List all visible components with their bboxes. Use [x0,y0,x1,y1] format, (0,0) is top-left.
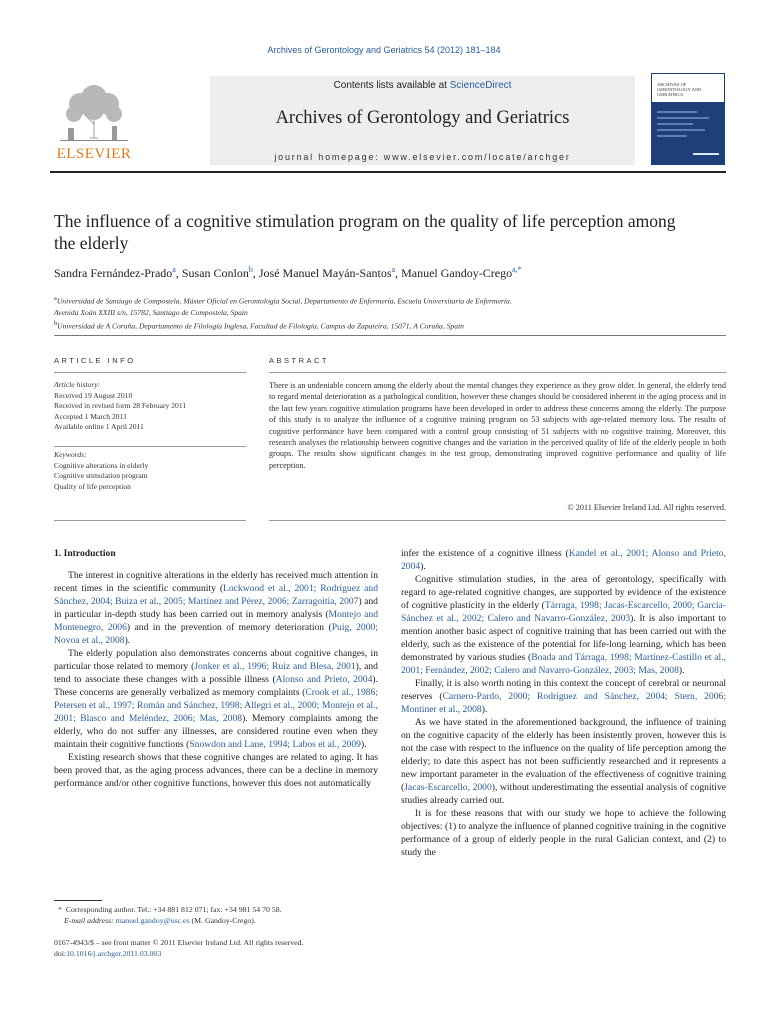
affiliation-marker: a [54,295,57,302]
citation-link[interactable]: Snowdon and Lane, 1994; Labos et al., 2009 [189,739,361,750]
email-suffix: (M. Gandoy-Crego). [189,915,256,925]
author-affiliation-link[interactable]: b [248,265,253,274]
cover-publisher-mark [693,153,719,155]
body-column-left [54,547,378,790]
citation-link[interactable]: Puig, 2000; Novoa et al., 2008 [54,622,378,646]
paragraph: Cognitive stimulation studies, in the area of gerontology, specifically with regard to age-related cognitive changes, are supported by evidence of the existence of cognitive plasticity in the elderly (Tárraga, 1998; Jacas-Escarcello, 2000; García-Sánchez et al., 2002; Calero and Navarro-González, 2003). It is also important to mention another basic aspect of cognitive training that has been carried out with the elderly, such as the existence of the potential for life-long learning, which has been demonstrated by various studies (Boada and Tárraga, 1998; Martínez-Castillo et al., 2001; Fernández, 2002; Calero and Navarro-González, 2003; Mas, 2008). [401,574,726,676]
citation-link[interactable]: Boada and Tárraga, 1998; Martínez-Castillo et al., 2001; Fernández, 2002; Calero and Navarro-González, 2003; Mas, 2008 [401,652,726,676]
citation-link[interactable]: Crook et al., 1986; Petersen et al., 1997; Román and Sánchez, 1998; Allegri et al., 2000; Montejo et al., 2001; Blasco and Meléndez, 2006; Mas, 2008 [54,687,378,724]
keywords [54,450,246,492]
citation-link[interactable]: Jonker et al., 1996; Ruiz and Blesa, 2001 [194,661,356,672]
paragraph: Existing research shows that these cognitive changes are related to aging. It has been proved that, as the aging process advances, there can be a decline in memory performance and/or other cognitive functions, however this does not automatically [54,752,378,789]
cover-bar [657,135,687,137]
author: José Manuel Mayán-Santos [258,266,392,280]
contents-prefix: Contents lists available at [333,80,450,91]
section-heading: 1. Introduction [54,548,116,559]
keyword: Quality of life perception [54,481,131,491]
abstract-heading: ABSTRACT [269,356,330,365]
affiliation-marker: b [54,319,58,327]
footnote-rule [54,900,102,901]
author-affiliation-link[interactable]: a [391,265,396,274]
email-label: E-mail address: [64,915,116,925]
paragraph: The interest in cognitive alterations in the elderly has received much attention in recent times in the scientific community (Lockwood et al., 2001; Rodríguez and Sánchez, 2004; Buiza et al., 2005; Martínez and Pérez, 2006; Zarragoitía, 2007) and in particular in-depth study has been carried out in memory analysis (Montejo and Montenegro, 2006) and in the prevention of memory deterioration (Puig, 2000; Novoa et al., 2008). [54,570,378,646]
history-item: Received 19 August 2010 [54,390,133,400]
author-separator: , [252,266,259,280]
journal-reference[interactable]: Archives of Gerontology and Geriatrics 54 (2012) 181–184 [267,45,501,55]
section-rule [54,335,726,336]
footnote-marker: * [58,905,62,914]
doi-prefix: doi: [54,948,67,958]
journal-cover-thumbnail[interactable] [651,73,725,165]
author: Sandra Fernández-Prado [54,266,173,280]
sciencedirect-link[interactable]: ScienceDirect [449,80,512,91]
affiliation-text: Universidad de A Coruña, Departamento de Filología Inglesa, Facultad de Filología, Campus da Zapateira, 15071, A Coruña, Spain [57,321,464,331]
article-info-rule [54,446,246,447]
article-info-rule [54,520,246,521]
elsevier-logo [50,76,138,162]
body-column-right [401,547,726,859]
history-item: Accepted 1 March 2011 [54,411,127,421]
journal-homepage[interactable]: journal homepage: www.elsevier.com/locate/archger [274,152,571,162]
keywords-label: Keywords: [54,450,87,459]
article-info-rule [54,372,246,373]
keyword: Cognitive alterations in elderly [54,460,149,470]
affiliation [54,293,734,307]
author-affiliation-link[interactable]: a [172,265,176,274]
doi-link[interactable]: 10.1016/j.archger.2011.03.003 [66,948,162,958]
paragraph: Finally, it is also worth noting in this context the concept of cerebral or neuronal reserves (Carnero-Pardo, 2000; Rodríguez and Sánchez, 2004; Stern, 2006; Montiner et al., 2008). [401,678,726,715]
citation-link[interactable]: Kandel et al., 2001; Alonso and Prieto, 2004 [401,548,726,572]
footnote-text: Corresponding author. Tel.: +34 881 812 071; fax: +34 981 54 70 58. [65,905,282,914]
cover-title: ARCHIVES OF GERONTOLOGY AND GERIATRICS [657,82,702,97]
citation-link[interactable]: Carnero-Pardo, 2000; Rodríguez and Sánchez, 2004; Stern, 2006; Montiner et al., 2008 [401,691,726,715]
cover-bar [657,129,705,131]
author: Manuel Gandoy-Crego [401,266,513,280]
author-separator: , [175,266,182,280]
abstract-copyright: © 2011 Elsevier Ireland Ltd. All rights reserved. [567,503,726,512]
paragraph: It is for these reasons that with our study we hope to achieve the following objectives: (1) to analyze the influence of planned cognitive training in the cognitive performance of a group of elderly people in the rural Galician context, and (2) to study the [401,808,726,858]
citation-link[interactable]: Alonso and Prieto, 2004 [275,674,373,685]
citation-link[interactable]: Lockwood et al., 2001; Rodríguez and Sánchez, 2004; Buiza et al., 2005; Martínez and Pérez, 2006; Zarragoitía, 2007 [54,583,378,607]
affiliation [54,318,734,332]
author: Susan Conlon [181,266,249,280]
issn-doi [54,938,378,959]
issn-line: 0167-4943/$ – see front matter © 2011 Elsevier Ireland Ltd. All rights reserved. [54,938,304,947]
journal-title: Archives of Gerontology and Geriatrics [275,108,570,128]
affiliation [54,307,734,318]
abstract-rule [269,372,726,373]
cover-bar [657,117,709,119]
citation-link[interactable]: Jacas-Escarcello, 2000 [404,782,492,793]
cover-bar [657,111,697,113]
abstract-text: There is an undeniable concern among the elderly about the mental changes they experience as they grow older. In general, the elderly tend to regard mental deterioration as a pathological condition, however these changes should be considered inherent in the aging process and in the last few years cognitive stimulation programs have been developed in order to address these concerns among the elderly. The purpose of this study is to analyze the influence of a cognitive training program on 53 subjects with age-related memory loss. The results of cognitive performance have been compared with a control group consisting of 51 subjects with no cognitive training. Moreover, this research analyses the relationship between cognitive changes and the variation in the perceived quality of life of the elderly people in both groups. The results show significant changes in the test group, demonstrating improved cognitive performance and quality of life perception. [269,381,726,470]
keyword: Cognitive stimulation program [54,471,148,480]
article-info-heading: ARTICLE INFO [54,356,136,365]
abstract-rule [269,520,726,521]
author-affiliation-link[interactable]: a,* [512,265,522,274]
paragraph: As we have stated in the aforementioned background, the influence of training on the cognitive capacity of the elderly has been insistently proven, however this is not the case with respect to the influence on the quality of life perception among the elderly; to date this aspect has not been sufficiently researched and it represents a new important parameter in the evaluation of the effectiveness of cognitive training (Jacas-Escarcello, 2000), without underestimating the essential analysis of cognitive studies already carried out. [401,717,726,806]
footnote-line [54,905,378,916]
contents-line [210,80,635,91]
history-item: Received in revised form 28 February 2011 [54,401,187,410]
footnote-email-line [54,916,378,927]
author-list [54,265,734,281]
affiliations [54,293,734,331]
email-link[interactable]: manuel.gandoy@usc.es [115,915,190,925]
doi-line [54,949,378,960]
cover-bar [657,123,693,125]
paragraph: infer the existence of a cognitive illness (Kandel et al., 2001; Alonso and Prieto, 2004). [401,548,726,572]
svg-text:ELSEVIER: ELSEVIER [56,146,132,162]
paragraph: The elderly population also demonstrates concerns about cognitive changes, in particular those related to memory (Jonker et al., 1996; Ruiz and Blesa, 2001), and tend to associate these changes with a possible illness (Alonso and Prieto, 2004). These concerns are generally verbalized as memory complaints (Crook et al., 1986; Petersen et al., 1997; Román and Sánchez, 1998; Allegri et al., 2000; Montejo et al., 2001; Blasco and Meléndez, 2006; Mas, 2008). Memory complaints among the elderly, who do not suffer any illnesses, are considered routine even when they maintain their cognitive functions (Snowdon and Lane, 1994; Labos et al., 2009). [54,648,378,750]
article-title: The influence of a cognitive stimulation program on the quality of life perception among the elderly [54,211,676,253]
affiliation-text: Universidad de Santiago de Compostela, Máster Oficial en Gerontología Social, Departamento de Enfermería, Escuela Universitaria de Enfermería, [56,296,512,306]
author-separator: , [395,266,402,280]
article-history [54,380,246,433]
corresponding-author-footnote [54,905,378,926]
history-item: Available online 1 April 2011 [54,422,144,431]
citation-link[interactable]: Montejo and Montenegro, 2006 [54,609,378,633]
cover-top [651,73,725,103]
affiliation-text: Avenida Xoán XXIII s/n, 15782, Santiago de Compostela, Spain [54,307,248,317]
header-rule [50,171,726,173]
history-label: Article history: [54,380,101,389]
citation-link[interactable]: Tárraga, 1998; Jacas-Escarcello, 2000; García-Sánchez et al., 2002; Calero and Navarro-González, 2003 [401,600,726,624]
